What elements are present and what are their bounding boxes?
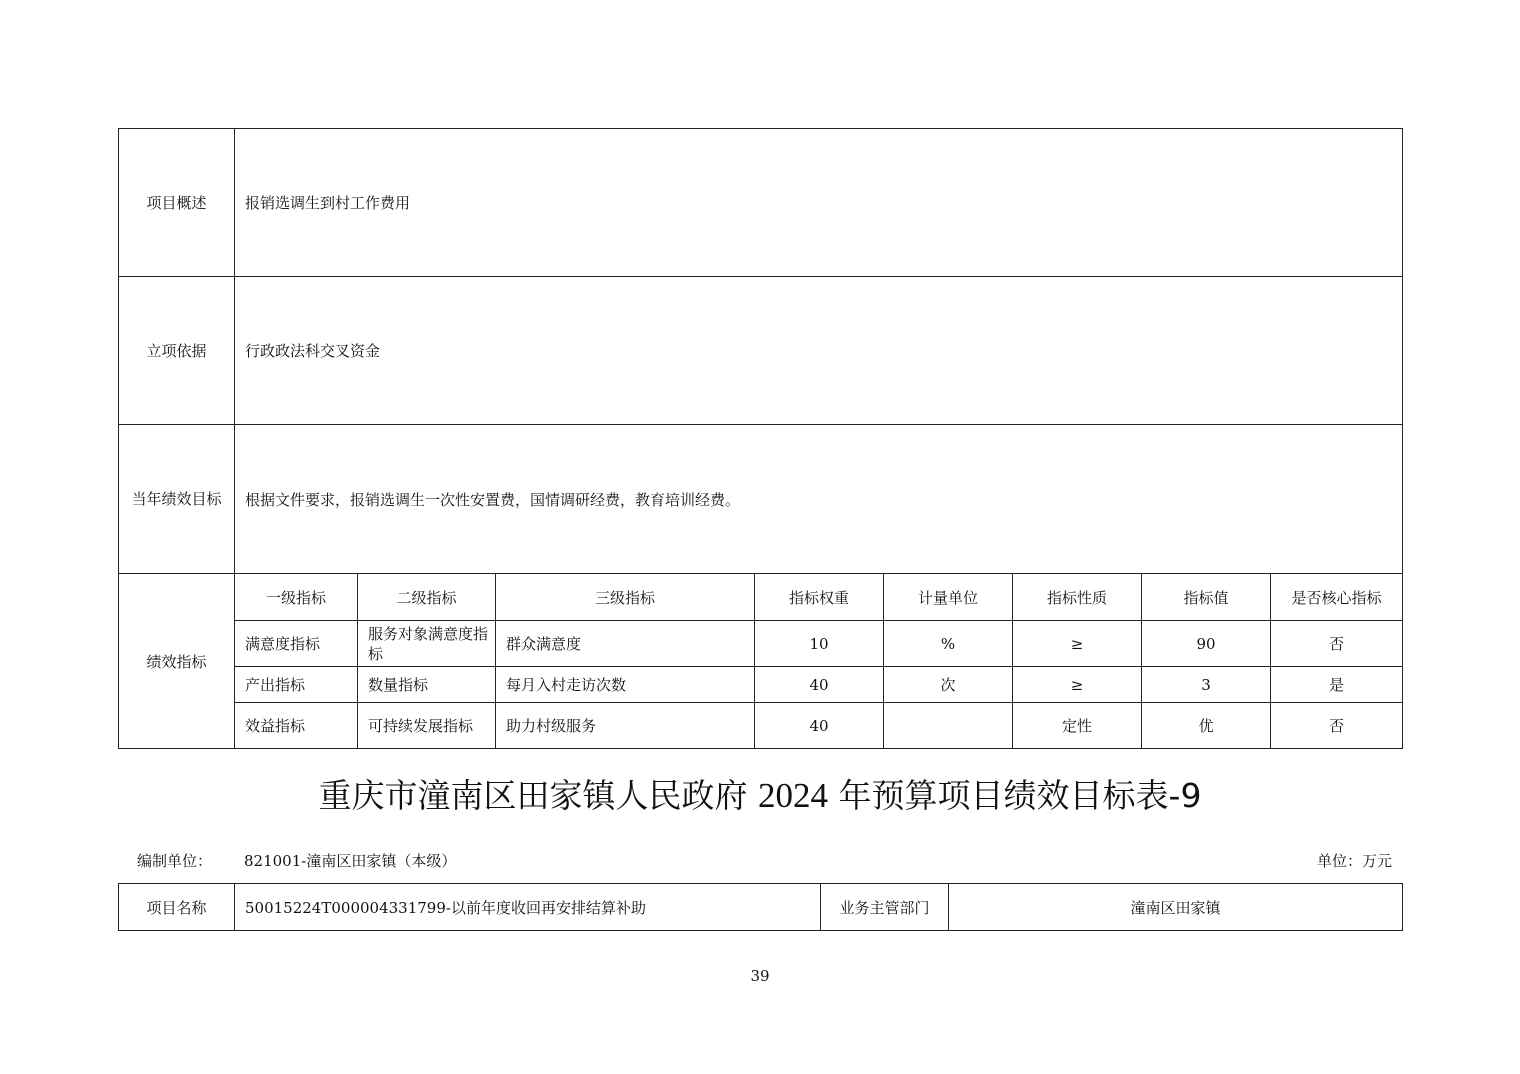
row1-value: 90 [1142,621,1271,667]
header-level2: 二级指标 [358,574,496,621]
row2-level1: 产出指标 [235,667,358,703]
row3-core: 否 [1271,703,1403,749]
row3-level1: 效益指标 [235,703,358,749]
row1-unit: % [884,621,1013,667]
compiler-value: 821001-潼南区田家镇（本级） [244,852,457,870]
row3-level3: 助力村级服务 [496,703,755,749]
row1-level1: 满意度指标 [235,621,358,667]
header-value: 指标值 [1142,574,1271,621]
compiler-label: 编制单位： [137,852,213,870]
row2-unit: 次 [884,667,1013,703]
row2-level2: 数量指标 [358,667,496,703]
row3-nature: 定性 [1013,703,1142,749]
indicators-label: 绩效指标 [119,574,235,749]
row1-core: 否 [1271,621,1403,667]
dept-value: 潼南区田家镇 [949,884,1403,931]
overview-value: 报销选调生到村工作费用 [235,129,1403,277]
row3-level2: 可持续发展指标 [358,703,496,749]
row3-weight: 40 [755,703,884,749]
annual-goal-label: 当年绩效目标 [119,425,235,574]
title-prefix: 重庆市潼南区田家镇人民政府 [318,776,759,815]
header-weight: 指标权重 [755,574,884,621]
performance-target-table [118,128,1403,749]
header-nature: 指标性质 [1013,574,1142,621]
dept-label: 业务主管部门 [821,884,949,931]
basis-value: 行政政法科交叉资金 [235,277,1403,425]
project-row [119,884,1403,931]
row2-nature: ≥ [1013,667,1142,703]
header-core: 是否核心指标 [1271,574,1403,621]
row1-nature: ≥ [1013,621,1142,667]
currency-unit: 单位：万元 [1316,852,1392,870]
title-year: 2024 [758,776,829,815]
annual-goal-row [119,425,1403,574]
project-name-label: 项目名称 [119,884,235,931]
title-suffix: 年预算项目绩效目标表-9 [828,776,1202,815]
page-number: 39 [750,967,770,985]
indicator-header-row [119,574,1403,621]
row1-weight: 10 [755,621,884,667]
row3-unit [884,703,1013,749]
overview-row [119,129,1403,277]
row2-core: 是 [1271,667,1403,703]
header-level1: 一级指标 [235,574,358,621]
header-unit: 计量单位 [884,574,1013,621]
project-name-value: 50015224T000004331799-以前年度收回再安排结算补助 [235,884,821,931]
basis-row [119,277,1403,425]
header-level3: 三级指标 [496,574,755,621]
annual-goal-value: 根据文件要求，报销选调生一次性安置费，国情调研经费，教育培训经费。 [235,425,1403,574]
table-row [119,703,1403,749]
document-title [0,770,1520,817]
row1-level2: 服务对象满意度指标 [358,621,496,667]
basis-label: 立项依据 [119,277,235,425]
project-info-table [118,883,1403,931]
overview-label: 项目概述 [119,129,235,277]
row3-value: 优 [1142,703,1271,749]
row2-level3: 每月入村走访次数 [496,667,755,703]
row1-level3: 群众满意度 [496,621,755,667]
table-row [119,621,1403,667]
table-row [119,667,1403,703]
row2-weight: 40 [755,667,884,703]
row2-value: 3 [1142,667,1271,703]
